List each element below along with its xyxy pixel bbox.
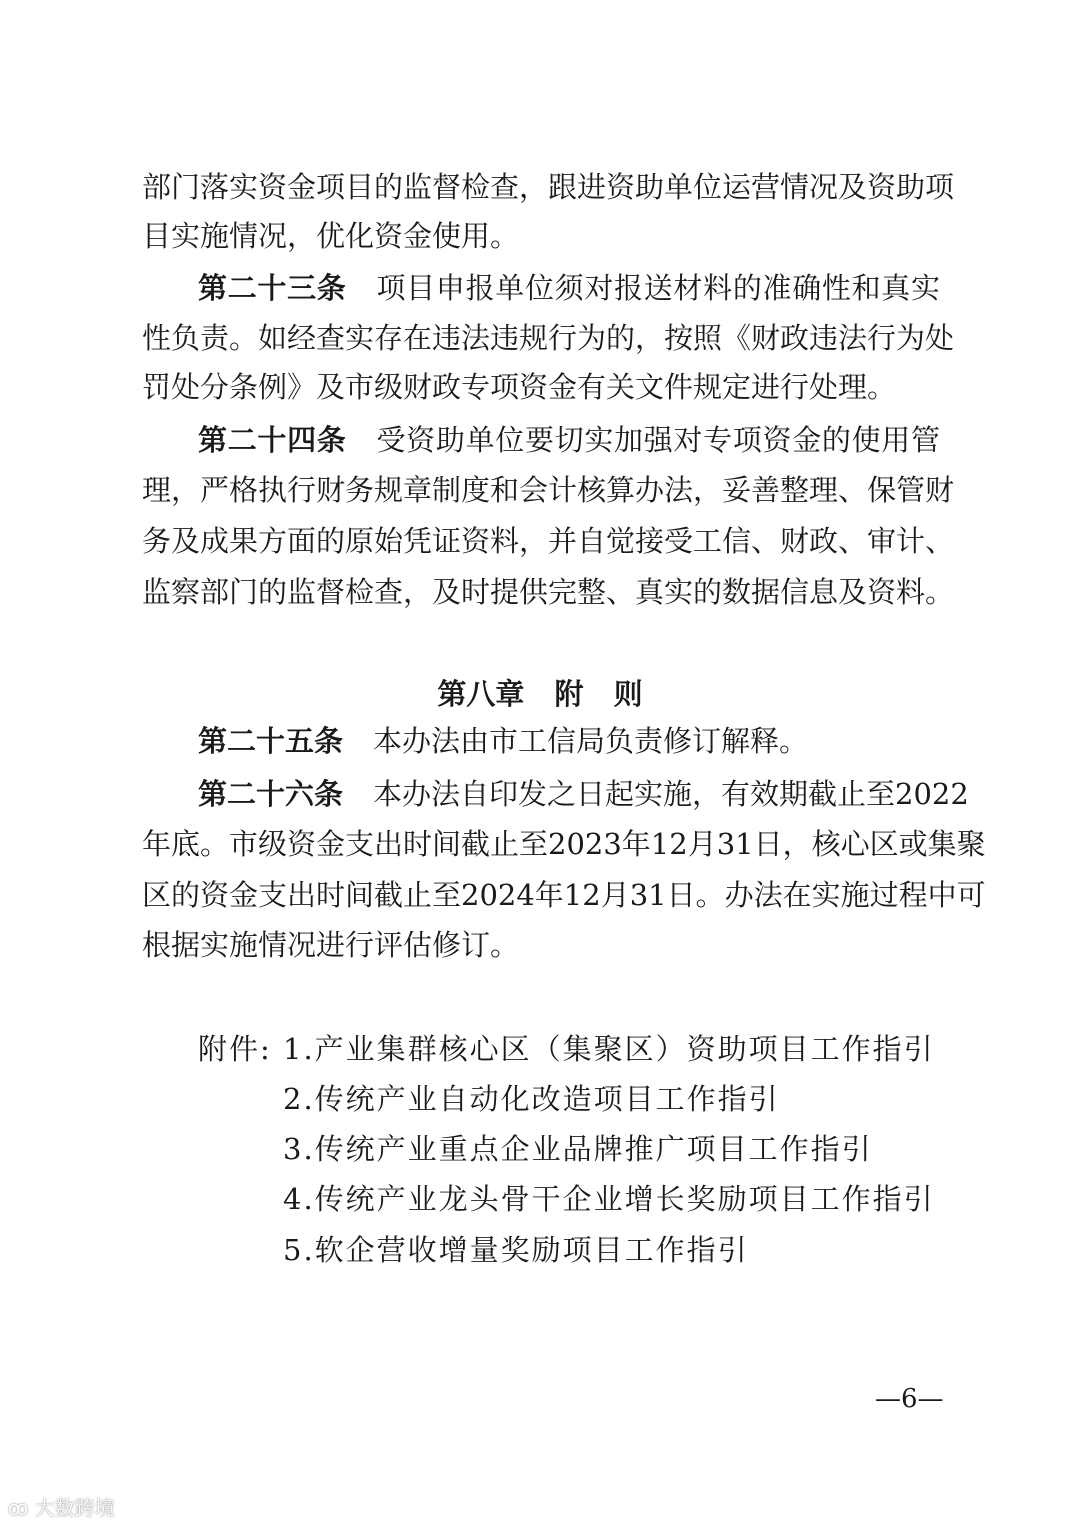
- article-label: 第二十五条: [198, 724, 344, 758]
- page-number: —6—: [875, 1384, 944, 1414]
- watermark-text: 大数跨境: [34, 1496, 115, 1520]
- text: 本办法自印发之日起实施，有效期截止至2022: [373, 777, 969, 811]
- chapter-heading: 第八章 附 则: [437, 677, 643, 711]
- text-line: 务及成果方面的原始凭证资料，并自觉接受工信、财政、审计、: [142, 524, 955, 558]
- text: 项目申报单位须对报送材料的准确性和真实: [376, 271, 940, 305]
- text-line: 年底。市级资金支出时间截止至2023年12月31日，核心区或集聚: [142, 827, 986, 861]
- logo-icon: ꝏ: [8, 1496, 35, 1520]
- text: 受资助单位要切实加强对专项资金的使用管: [376, 423, 940, 457]
- attachment-item: 4.传统产业龙头骨干企业增长奖励项目工作指引: [283, 1182, 935, 1216]
- text: 本办法由市工信局负责修订解释。: [373, 724, 809, 758]
- text-line: 目实施情况，优化资金使用。: [142, 219, 520, 253]
- text-line: 性负责。如经查实存在违法违规行为的，按照《财政违法行为处: [142, 321, 955, 355]
- article-26-line: [198, 776, 969, 812]
- text-line: 监察部门的监督检查，及时提供完整、真实的数据信息及资料。: [142, 575, 955, 609]
- attachment-item: 5.软企营收增量奖励项目工作指引: [283, 1233, 749, 1267]
- text-line: 部门落实资金项目的监督检查，跟进资助单位运营情况及资助项: [142, 170, 955, 204]
- watermark-logo: [8, 1492, 115, 1521]
- attachment-item: 1.产业集群核心区（集聚区）资助项目工作指引: [283, 1032, 935, 1066]
- attachment-item: 2.传统产业自动化改造项目工作指引: [283, 1082, 780, 1116]
- text-line: 区的资金支出时间截止至2024年12月31日。办法在实施过程中可: [142, 878, 986, 912]
- attachments-label: 附件:: [198, 1032, 272, 1066]
- article-label: 第二十四条: [198, 423, 347, 457]
- article-25-line: [198, 723, 940, 759]
- attachment-item: 3.传统产业重点企业品牌推广项目工作指引: [283, 1132, 873, 1166]
- article-23-line: [198, 270, 940, 306]
- article-label: 第二十六条: [198, 777, 344, 811]
- article-label: 第二十三条: [198, 271, 347, 305]
- text-line: 理，严格执行财务规章制度和会计核算办法，妥善整理、保管财: [142, 473, 955, 507]
- article-24-line: [198, 422, 940, 458]
- text-line: 罚处分条例》及市级财政专项资金有关文件规定进行处理。: [142, 370, 897, 404]
- text-line: 根据实施情况进行评估修订。: [142, 928, 520, 962]
